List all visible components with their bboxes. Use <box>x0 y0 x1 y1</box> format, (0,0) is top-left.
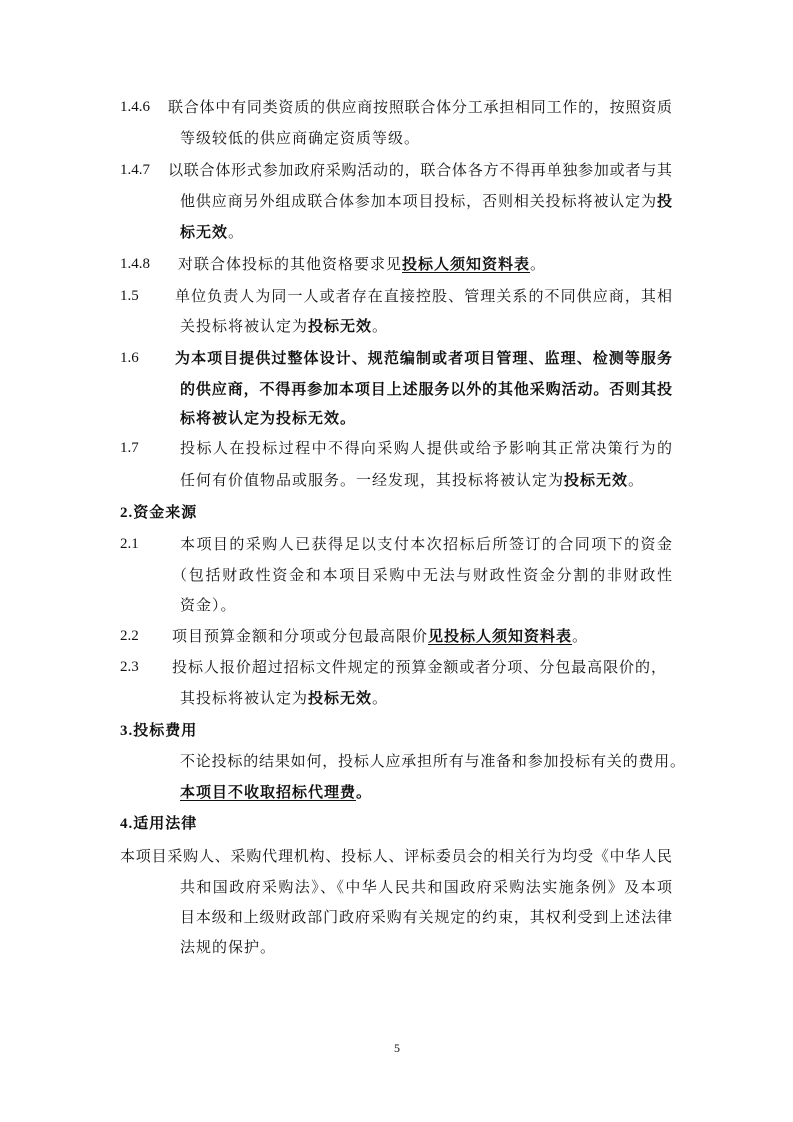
clause-text: 关投标将被认定为 <box>180 317 309 335</box>
section-heading <box>120 720 197 740</box>
section-heading-number: 3. <box>120 723 134 739</box>
section-heading-text: 投标费用 <box>133 721 198 739</box>
clause-text-line-bold: 标将被认定为投标无效。 <box>180 409 357 427</box>
paragraph-line: 目本级和上级财政部门政府采购有关规定的约束，其权利受到上述法律 <box>180 908 672 926</box>
clause-text-line <box>178 254 546 274</box>
clause-text-line: 投标人报价超过招标文件规定的预算金额或者分项、分包最高限价的， <box>172 658 666 676</box>
clause-text-line: 本项目的采购人已获得足以支付本次招标后所签订的合同项下的资金 <box>180 535 672 553</box>
clause-number: 2.1 <box>120 536 139 552</box>
clause-text-line: 单位负责人为同一人或者存在直接控股、管理关系的不同供应商，其相 <box>175 287 672 305</box>
reference-underlined: 见投标人须知资料表 <box>428 627 573 645</box>
clause-number: 1.5 <box>120 288 139 304</box>
section-heading <box>120 813 197 833</box>
underlined-emphasis: 本项目不收取招标代理费 <box>180 783 357 801</box>
clause-text-line <box>180 191 672 211</box>
clause-text: 。 <box>530 255 547 273</box>
bold-emphasis: 标无效 <box>180 223 229 241</box>
clause-text: 对联合体投标的其他资格要求见 <box>178 255 403 273</box>
clause-text-line: 以联合体形式参加政府采购活动的，联合体各方不得再单独参加或者与其 <box>168 161 672 179</box>
section-heading-number: 4. <box>120 816 134 832</box>
paragraph-text: 。 <box>356 783 373 801</box>
clause-text: 其投标将被认定为 <box>180 689 309 707</box>
clause-number: 2.3 <box>120 659 139 675</box>
paragraph-line: 不论投标的结果如何，投标人应承担所有与准备和参加投标有关的费用。 <box>180 752 685 770</box>
clause-text-line: 投标人在投标过程中不得向采购人提供或给予影响其正常决策行为的 <box>180 439 672 457</box>
clause-text: 。 <box>372 317 389 335</box>
clause-text-line <box>180 470 644 490</box>
clause-text: 。 <box>372 689 389 707</box>
clause-number: 1.6 <box>120 350 139 366</box>
section-heading-text: 适用法律 <box>133 814 198 832</box>
clause-text-line <box>180 688 388 708</box>
bold-emphasis: 投 <box>656 192 672 210</box>
clause-text: 任何有价值物品或服务。一经发现，其投标将被认定为 <box>180 471 565 489</box>
clause-text-line: （包括财政性资金和本项目采购中无法与财政性资金分割的非财政性 <box>172 566 672 584</box>
clause-text: 。 <box>628 471 645 489</box>
paragraph-line: 法规的保护。 <box>180 938 277 956</box>
clause-text-line <box>180 222 244 242</box>
clause-text-line: 联合体中有同类资质的供应商按照联合体分工承担相同工作的，按照资质 <box>168 98 672 116</box>
clause-text: 他供应商另外组成联合体参加本项目投标，否则相关投标将被认定为 <box>180 192 657 210</box>
clause-text: 。 <box>572 627 589 645</box>
clause-number: 2.2 <box>120 628 139 644</box>
clause-text: 项目预算金额和分项或分包最高限价 <box>172 627 429 645</box>
paragraph-line: 共和国政府采购法》、《中华人民共和国政府采购法实施条例》及本项 <box>180 878 672 896</box>
section-heading <box>120 502 197 522</box>
clause-text-line-bold: 的供应商，不得再参加本项目上述服务以外的其他采购活动。否则其投 <box>180 380 672 398</box>
page-number: 5 <box>394 1041 400 1055</box>
clause-text-line <box>180 316 388 336</box>
paragraph-line: 本项目采购人、采购代理机构、投标人、评标委员会的相关行为均受《中华人民 <box>120 847 672 865</box>
paragraph-line <box>180 782 372 802</box>
clause-text-line: 等级较低的供应商确定资质等级。 <box>180 129 421 147</box>
clause-text-line-bold: 为本项目提供过整体设计、规范编制或者项目管理、监理、检测等服务 <box>175 349 672 367</box>
section-heading-text: 资金来源 <box>133 503 198 521</box>
clause-text: 。 <box>228 223 245 241</box>
bold-emphasis: 投标无效 <box>564 471 629 489</box>
clause-number: 1.4.7 <box>120 162 150 178</box>
clause-text-line <box>172 626 588 646</box>
clause-number: 1.4.6 <box>120 99 150 115</box>
clause-text-line: 资金）。 <box>180 596 237 614</box>
bold-emphasis: 投标无效 <box>308 689 373 707</box>
reference-underlined: 投标人须知资料表 <box>402 255 531 273</box>
section-heading-number: 2. <box>120 505 134 521</box>
bold-emphasis: 投标无效 <box>308 317 373 335</box>
clause-number: 1.4.8 <box>120 256 150 272</box>
clause-number: 1.7 <box>120 440 139 456</box>
